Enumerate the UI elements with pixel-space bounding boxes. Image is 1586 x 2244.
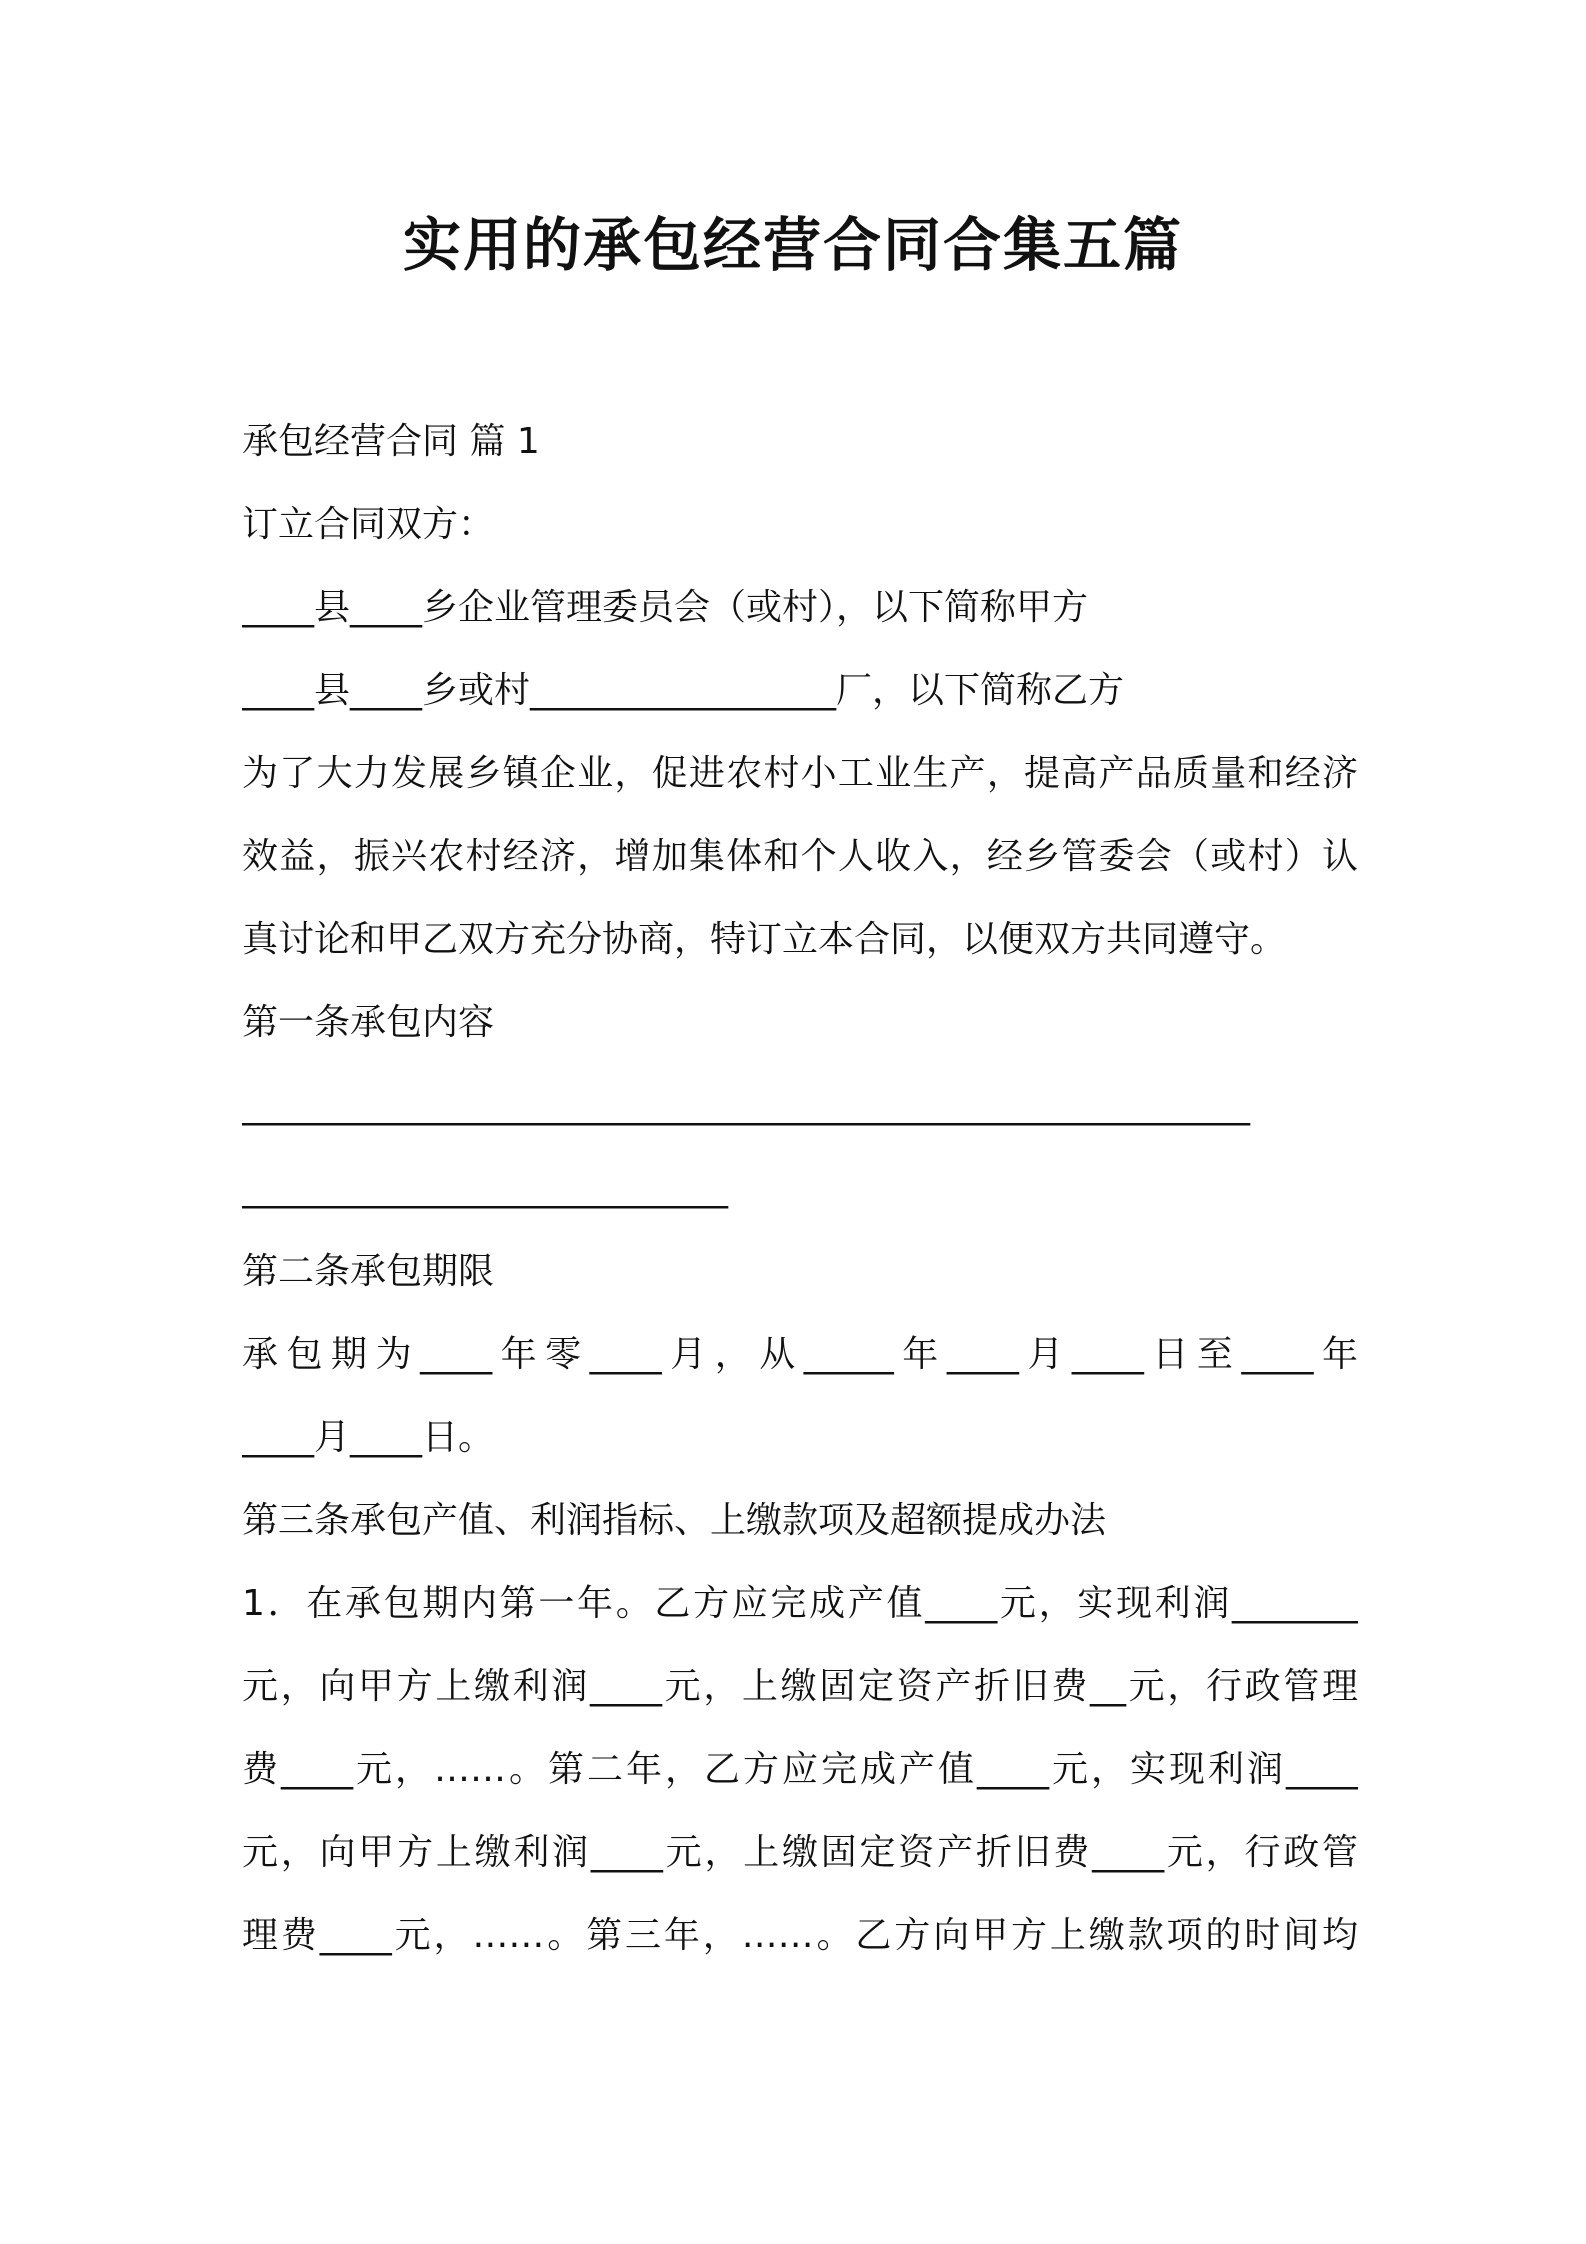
paragraph-line: 元，向甲方上缴利润____元，上缴固定资产折旧费__元，行政管理	[242, 1666, 1358, 1707]
paragraph-line: 真讨论和甲乙双方充分协商，特订立本合同，以便双方共同遵守。	[242, 919, 1287, 960]
article-heading: 第一条承包内容	[242, 1002, 495, 1043]
paragraph-line: 为了大力发展乡镇企业，促进农村小工业生产，提高产品质量和经济	[242, 753, 1358, 794]
paragraph-line: 1．在承包期内第一年。乙方应完成产值____元，实现利润_______	[242, 1583, 1358, 1624]
paragraph-line: 费____元，……。第二年，乙方应完成产值____元，实现利润____	[242, 1749, 1358, 1790]
blank-line: ___________________________	[242, 1168, 728, 1209]
paragraph-line: ____月____日。	[242, 1417, 495, 1458]
document-body	[242, 400, 1358, 1977]
article-heading: 第二条承包期限	[242, 1251, 495, 1292]
paragraph-line: 效益，振兴农村经济，增加集体和个人收入，经乡管委会（或村）认	[242, 836, 1358, 877]
article-heading: 第三条承包产值、利润指标、上缴款项及超额提成办法	[242, 1500, 1107, 1541]
paragraph-line: 承包期为____年零____月，从_____年____月____日至____年	[242, 1334, 1358, 1375]
paragraph-line: ____县____乡企业管理委员会（或村），以下简称甲方	[242, 587, 1089, 628]
paragraph-line: ____县____乡或村_________________厂，以下简称乙方	[242, 670, 1125, 711]
document-title: 实用的承包经营合同合集五篇	[402, 211, 1183, 279]
paragraph-line: 订立合同双方：	[242, 504, 495, 545]
blank-line: ________________________________________________________	[242, 1085, 1250, 1126]
paragraph-line: 理费____元，……。第三年，……。乙方向甲方上缴款项的时间均	[242, 1915, 1358, 1956]
section-heading: 承包经营合同 篇 1	[242, 421, 540, 462]
paragraph-line: 元，向甲方上缴利润____元，上缴固定资产折旧费____元，行政管	[242, 1832, 1358, 1873]
